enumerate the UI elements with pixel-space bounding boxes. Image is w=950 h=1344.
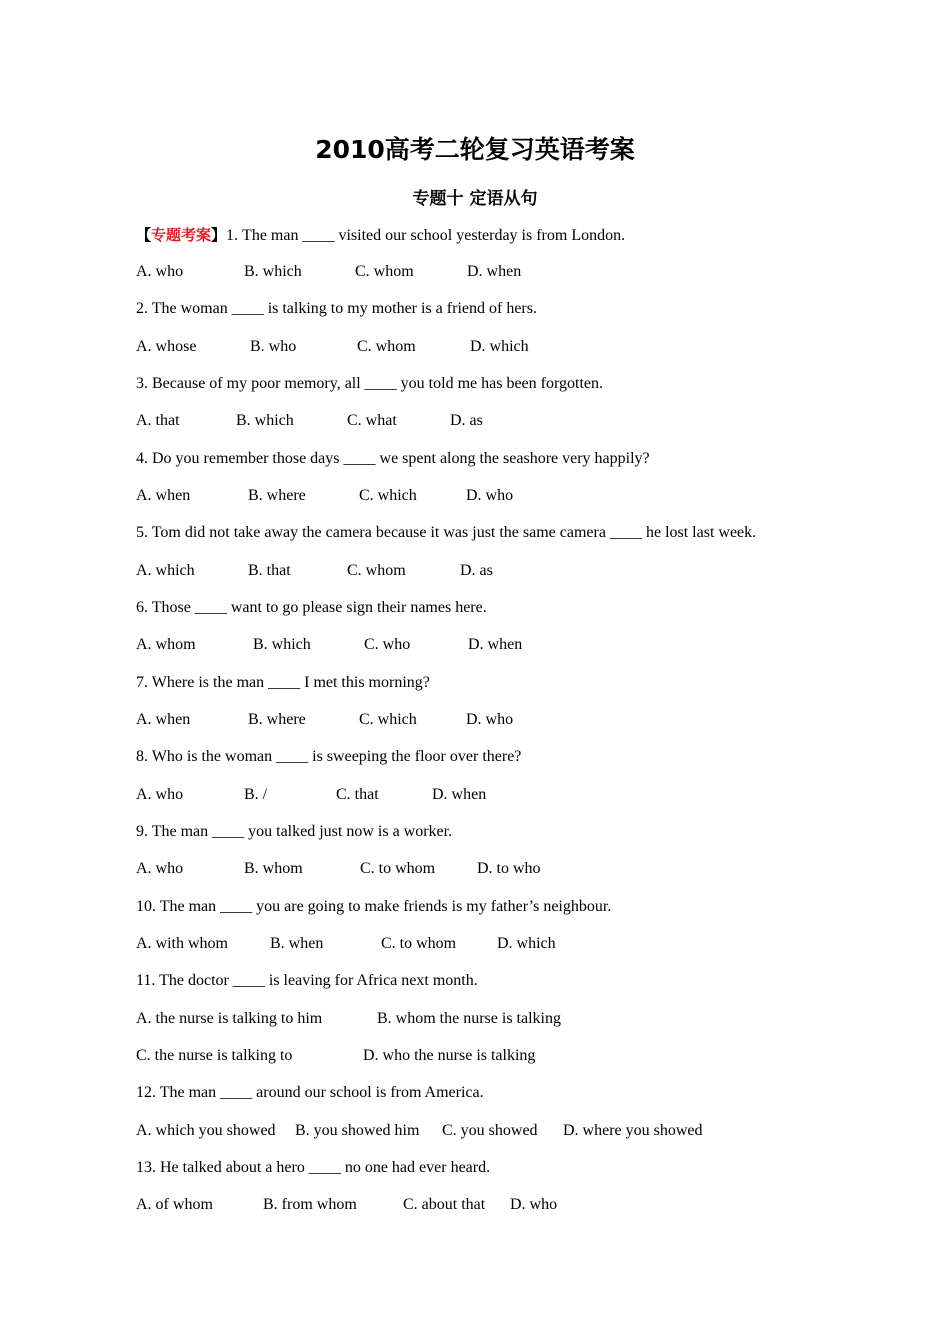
option-d: D. as [450, 412, 483, 429]
question-stem: 8. Who is the woman ____ is sweeping the floor over there? [136, 748, 522, 765]
option-a: A. of whom [136, 1196, 213, 1213]
option-d: D. who [510, 1196, 558, 1213]
option-d: D. who [466, 711, 514, 728]
option-b: B. that [248, 562, 291, 579]
option-d: D. to who [477, 860, 541, 877]
tag-close-bracket: 】 [211, 226, 227, 244]
option-c: C. whom [357, 338, 416, 355]
option-a: A. which [136, 562, 195, 579]
question-stem: 13. He talked about a hero ____ no one had ever heard. [136, 1159, 491, 1176]
option-d: D. which [497, 935, 556, 952]
question-stem: 11. The doctor ____ is leaving for Africa next month. [136, 972, 478, 989]
question-stem: 6. Those ____ want to go please sign their names here. [136, 599, 487, 616]
option-b: B. when [270, 935, 324, 952]
option-b: B. / [244, 786, 268, 803]
option-d: D. when [432, 786, 487, 803]
option-d: D. who [466, 487, 514, 504]
option-a: A. who [136, 786, 184, 803]
option-a: A. whom [136, 636, 196, 653]
option-b: B. whom the nurse is talking [377, 1010, 561, 1027]
option-b: B. where [248, 711, 306, 728]
option-d: D. who the nurse is talking [363, 1047, 536, 1064]
option-d: D. which [470, 338, 529, 355]
option-c: C. the nurse is talking to [136, 1047, 293, 1064]
option-d: D. when [468, 636, 523, 653]
option-c: C. that [336, 786, 379, 803]
option-c: C. what [347, 412, 397, 429]
page-title: 2010高考二轮复习英语考案 [315, 135, 635, 164]
question-text: 1. The man ____ visited our school yesterday is from London. [226, 227, 626, 244]
option-d: D. when [467, 263, 522, 280]
section-tag: 专题考案 [151, 226, 212, 244]
option-c: C. to whom [381, 935, 457, 952]
option-c: C. to whom [360, 860, 436, 877]
option-b: B. you showed him [295, 1122, 420, 1139]
option-c: C. who [364, 636, 411, 653]
option-b: B. from whom [263, 1196, 357, 1213]
tag-open-bracket: 【 [136, 226, 152, 244]
option-c: C. you showed [442, 1122, 538, 1139]
option-b: B. which [236, 412, 294, 429]
option-c: C. whom [355, 263, 414, 280]
option-a: A. when [136, 711, 191, 728]
option-b: B. whom [244, 860, 303, 877]
option-a: A. which you showed [136, 1122, 276, 1139]
option-a: A. whose [136, 338, 197, 355]
option-a: A. who [136, 860, 184, 877]
option-a: A. who [136, 263, 184, 280]
option-c: C. about that [403, 1196, 486, 1213]
question-stem: 10. The man ____ you are going to make friends is my father’s neighbour. [136, 898, 612, 915]
question-stem: 2. The woman ____ is talking to my mother is a friend of hers. [136, 300, 537, 317]
option-b: B. which [244, 263, 302, 280]
option-a: A. that [136, 412, 180, 429]
option-b: B. where [248, 487, 306, 504]
option-b: B. which [253, 636, 311, 653]
question-stem: 12. The man ____ around our school is from America. [136, 1084, 484, 1101]
option-c: C. whom [347, 562, 406, 579]
option-c: C. which [359, 711, 417, 728]
question-stem: 3. Because of my poor memory, all ____ you told me has been forgotten. [136, 375, 604, 392]
question-stem: 4. Do you remember those days ____ we spent along the seashore very happily? [136, 450, 650, 467]
question-stem: 9. The man ____ you talked just now is a worker. [136, 823, 453, 840]
option-a: A. when [136, 487, 191, 504]
option-b: B. who [250, 338, 297, 355]
question-stem: 5. Tom did not take away the camera because it was just the same camera ____ he lost last week. [136, 524, 757, 541]
option-c: C. which [359, 487, 417, 504]
option-d: D. as [460, 562, 493, 579]
page-subtitle: 专题十 定语从句 [412, 189, 538, 209]
question-stem: 7. Where is the man ____ I met this morning? [136, 674, 430, 691]
option-a: A. the nurse is talking to him [136, 1010, 323, 1027]
option-a: A. with whom [136, 935, 228, 952]
question-stem [136, 224, 625, 247]
option-d: D. where you showed [563, 1122, 703, 1139]
